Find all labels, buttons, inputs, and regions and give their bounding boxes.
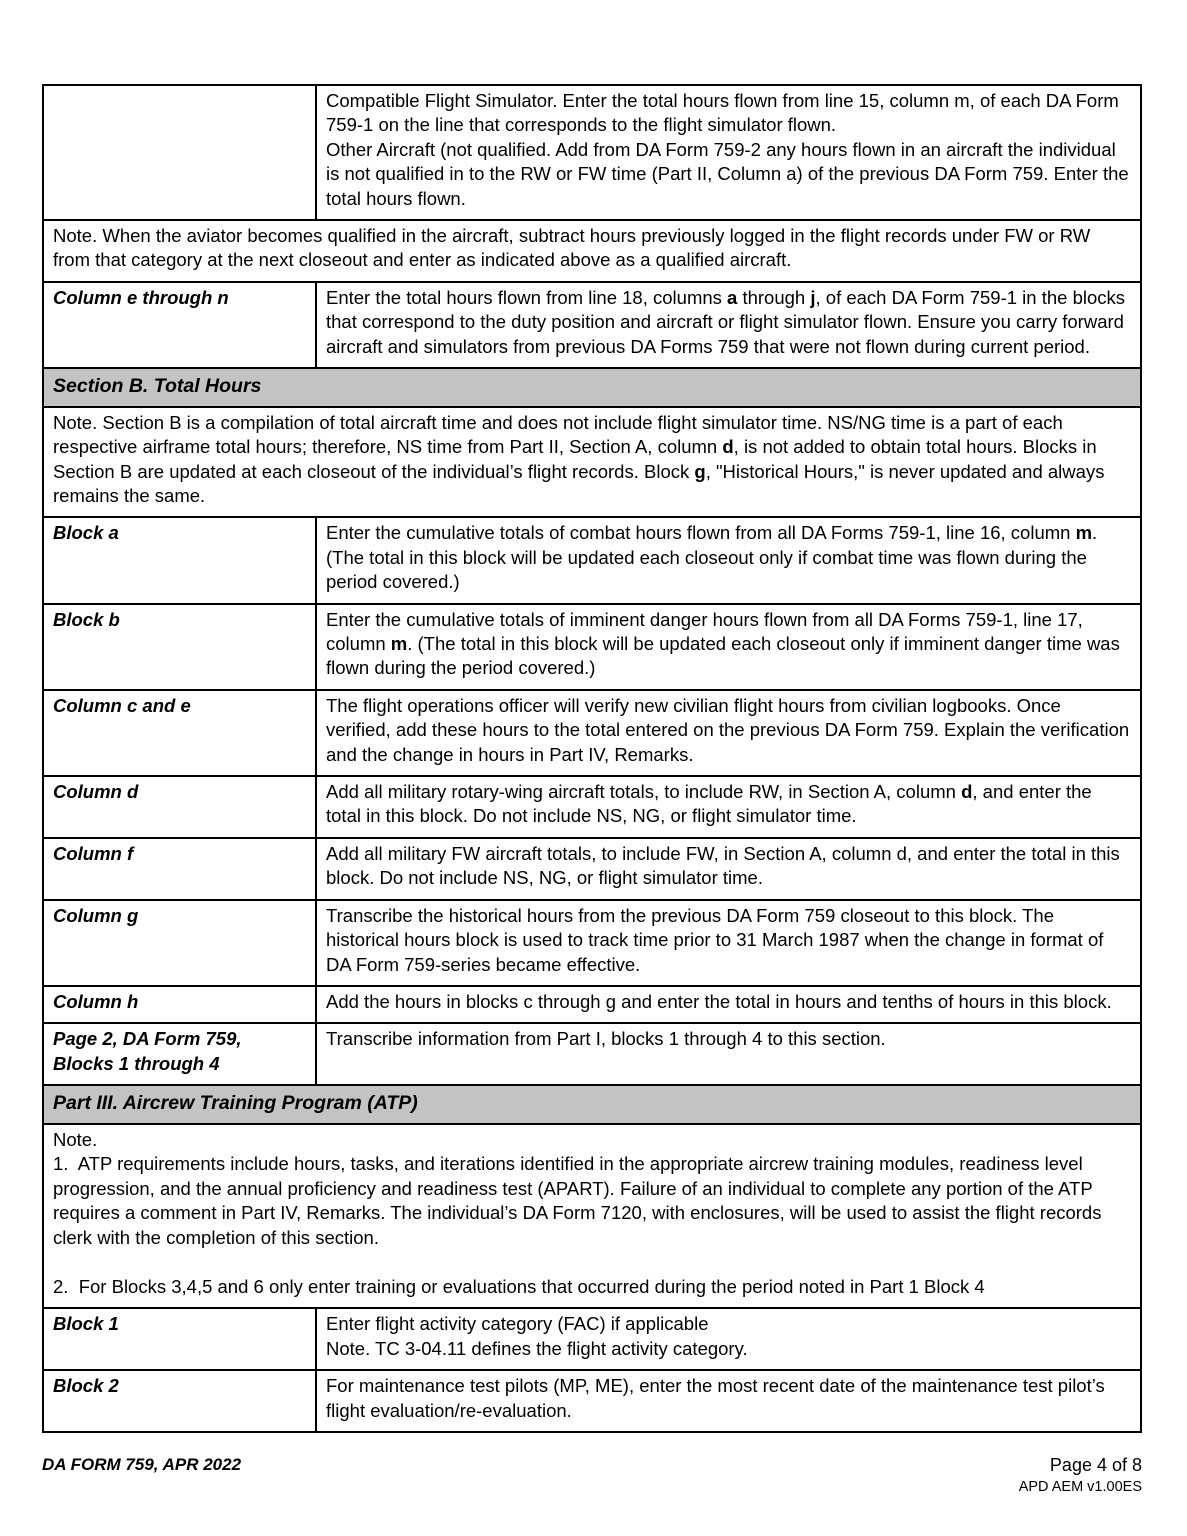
row-label: Column c and e: [43, 690, 316, 776]
row-label: Column g: [43, 900, 316, 986]
paragraph: Other Aircraft (not qualified. Add from DA Form 759-2 any hours flown in an aircraft the individual is not qualified in to the RW or FW time (Part II, Column a) of the previous DA Form 759. Enter the total hours flown.: [326, 138, 1129, 209]
paragraph: The flight operations officer will verify new civilian flight hours from civilian logbooks. Once verified, add these hours to the total entered on the previous DA Form 759. Explain the verification and the change in hours in Part IV, Remarks.: [326, 694, 1130, 765]
row-description: [316, 1023, 1141, 1085]
table-row: [43, 85, 1141, 220]
paragraph: Compatible Flight Simulator. Enter the total hours flown from line 15, column m, of each DA Form 759-1 on the line that corresponds to the flight simulator flown.: [326, 90, 1119, 136]
row-description: [316, 776, 1141, 838]
footer-right: [1019, 1455, 1142, 1495]
paragraph: Add all military rotary-wing aircraft totals, to include RW, in Section A, column d, and enter the total in this block. Do not include NS, NG, or flight simulator time.: [326, 781, 1092, 827]
table-row: [43, 690, 1141, 776]
row-label: Column h: [43, 986, 316, 1023]
paragraph: Enter the cumulative totals of imminent danger hours flown from all DA Forms 759-1, line 17, column m. (The total in this block will be updated each closeout only if imminent danger time was flown during the period covered.): [326, 608, 1120, 679]
row-description: [316, 690, 1141, 776]
form-id: DA FORM 759, APR 2022: [42, 1455, 242, 1474]
instruction-table: [42, 84, 1142, 1433]
row-label: Block 1: [43, 1308, 316, 1370]
page-number: Page 4 of 8: [1049, 1455, 1142, 1475]
row-description: [316, 604, 1141, 690]
row-description: [316, 986, 1141, 1023]
paragraph: Transcribe information from Part I, blocks 1 through 4 to this section.: [326, 1028, 886, 1050]
page-footer: [42, 1455, 1142, 1495]
table-row: [43, 517, 1141, 603]
table-row: [43, 900, 1141, 986]
row-description: [316, 838, 1141, 900]
row-description: [316, 517, 1141, 603]
paragraph: Note. Section B is a compilation of total aircraft time and does not include flight simulator time. NS/NG time is a part of each respective airframe total hours; therefore, NS time from Part II, Section A, column d, is not added to obtain total hours. Blocks in Section B are updated at each closeout of the individual’s flight records. Block g, "Historical Hours," is never updated and always remains the same.: [53, 411, 1105, 507]
paragraph: Note. When the aviator becomes qualified in the aircraft, subtract hours previously logged in the flight records under FW or RW from that category at the next closeout and enter as indicated above as a qualified aircraft.: [53, 225, 1091, 271]
table-row: [43, 776, 1141, 838]
section-header: Section B. Total Hours: [43, 368, 1141, 407]
row-description: [316, 1308, 1141, 1370]
note-cell: [43, 220, 1141, 282]
paragraph: Transcribe the historical hours from the previous DA Form 759 closeout to this block. The historical hours block is used to track time prior to 31 March 1987 when the change in format of DA Form 759-series became effective.: [326, 904, 1104, 975]
row-label: [43, 85, 316, 220]
row-description: [316, 900, 1141, 986]
note-cell: [43, 1124, 1141, 1308]
form-version: APD AEM v1.00ES: [1018, 1479, 1142, 1495]
table-row: [43, 1023, 1141, 1085]
row-description: [316, 282, 1141, 368]
section-header-row: [43, 1085, 1141, 1124]
paragraph: For maintenance test pilots (MP, ME), enter the most recent date of the maintenance test pilot’s flight evaluation/re-evaluation.: [326, 1375, 1105, 1421]
section-header: Part III. Aircrew Training Program (ATP): [43, 1085, 1141, 1124]
table-row: [43, 282, 1141, 368]
row-label: Column e through n: [43, 282, 316, 368]
table-row: [43, 1370, 1141, 1432]
paragraph: Enter the cumulative totals of combat hours flown from all DA Forms 759-1, line 16, column m. (The total in this block will be updated each closeout only if combat time was flown during the period covered.): [326, 522, 1098, 593]
row-label: Page 2, DA Form 759, Blocks 1 through 4: [43, 1023, 316, 1085]
table-row: [43, 838, 1141, 900]
row-description: [316, 85, 1141, 220]
table-row: [43, 1308, 1141, 1370]
row-label: Block a: [43, 517, 316, 603]
row-label: Block 2: [43, 1370, 316, 1432]
paragraph: Enter flight activity category (FAC) if applicable: [326, 1313, 709, 1335]
paragraph: Note. TC 3-04.11 defines the flight activity category.: [326, 1337, 748, 1359]
note-row: [43, 220, 1141, 282]
row-label: Block b: [43, 604, 316, 690]
row-description: [316, 1370, 1141, 1432]
row-label: Column f: [43, 838, 316, 900]
paragraph: Add all military FW aircraft totals, to include FW, in Section A, column d, and enter the total in this block. Do not include NS, NG, or flight simulator time.: [326, 842, 1120, 889]
row-label: Column d: [43, 776, 316, 838]
table-row: [43, 986, 1141, 1023]
table-row: [43, 604, 1141, 690]
paragraph: Note.: [53, 1128, 98, 1150]
paragraph: 2. For Blocks 3,4,5 and 6 only enter training or evaluations that occurred during the period noted in Part 1 Block 4: [53, 1275, 985, 1297]
note-cell: [43, 407, 1141, 518]
paragraph: Add the hours in blocks c through g and enter the total in hours and tenths of hours in this block.: [326, 990, 1112, 1012]
paragraph: Enter the total hours flown from line 18, columns a through j, of each DA Form 759-1 in the blocks that correspond to the duty position and aircraft or flight simulator flown. Ensure you carry forward aircraft and simulators from previous DA Forms 759 that were not flown during current period.: [326, 286, 1126, 357]
section-header-row: [43, 368, 1141, 407]
note-row: [43, 1124, 1141, 1308]
paragraph: 1. ATP requirements include hours, tasks, and iterations identified in the appropriate aircrew training modules, readiness level progression, and the annual proficiency and readiness test (APART). Failure of an individual to complete any portion of the ATP requires a comment in Part IV, Remarks. The individual’s DA Form 7120, with enclosures, will be used to assist the flight records clerk with the completion of this section.: [53, 1153, 1102, 1248]
note-row: [43, 407, 1141, 518]
